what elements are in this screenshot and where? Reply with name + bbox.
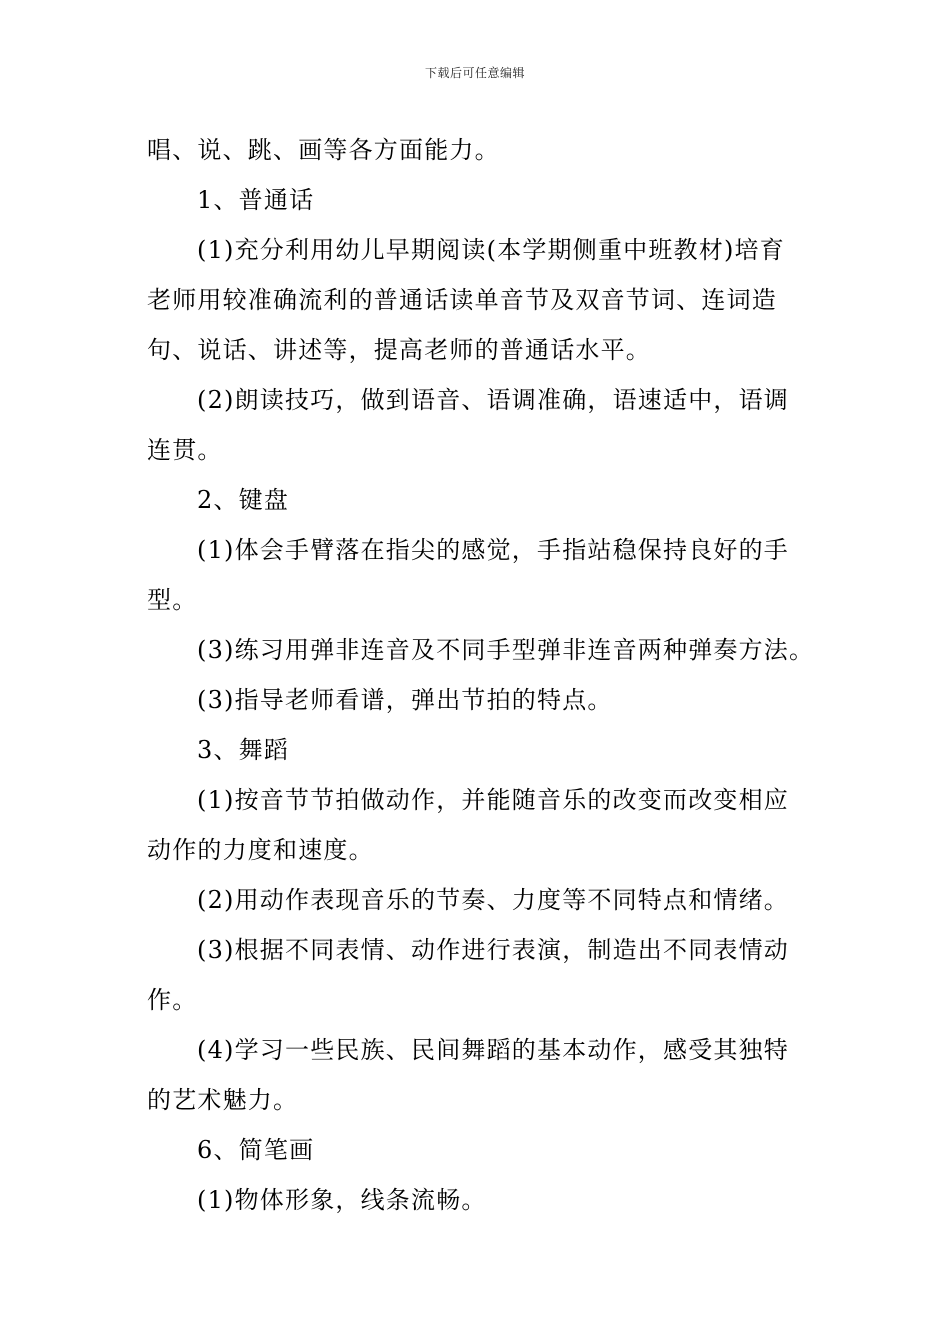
text-line: (1)按音节节拍做动作，并能随音乐的改变而改变相应 bbox=[197, 786, 789, 814]
text-line: 连贯。 bbox=[147, 436, 223, 464]
section-heading-putonghua: 1、普通话 bbox=[197, 186, 315, 214]
text-line: 型。 bbox=[147, 586, 198, 614]
text-line: 作。 bbox=[147, 986, 198, 1014]
text-line: (3)指导老师看谱，弹出节拍的特点。 bbox=[197, 686, 613, 714]
text-line: (1)物体形象，线条流畅。 bbox=[197, 1186, 487, 1214]
section-heading-dance: 3、舞蹈 bbox=[197, 736, 290, 764]
text-line: (2)用动作表现音乐的节奏、力度等不同特点和情绪。 bbox=[197, 886, 789, 914]
text-line: (3)练习用弹非连音及不同手型弹非连音两种弹奏方法。 bbox=[197, 636, 815, 664]
text-line: (1)充分利用幼儿早期阅读(本学期侧重中班教材)培育 bbox=[197, 236, 785, 264]
text-line: 的艺术魅力。 bbox=[147, 1086, 299, 1114]
text-line: (3)根据不同表情、动作进行表演，制造出不同表情动 bbox=[197, 936, 789, 964]
text-line: 老师用较准确流利的普通话读单音节及双音节词、连词造 bbox=[147, 286, 777, 314]
section-heading-keyboard: 2、键盘 bbox=[197, 486, 290, 514]
text-line: 动作的力度和速度。 bbox=[147, 836, 374, 864]
text-line: (1)体会手臂落在指尖的感觉，手指站稳保持良好的手 bbox=[197, 536, 789, 564]
text-line: (2)朗读技巧，做到语音、语调准确，语速适中，语调 bbox=[197, 386, 789, 414]
text-line: 句、说话、讲述等，提高老师的普通话水平。 bbox=[147, 336, 651, 364]
text-line: 唱、说、跳、画等各方面能力。 bbox=[147, 136, 500, 164]
text-line: (4)学习一些民族、民间舞蹈的基本动作，感受其独特 bbox=[197, 1036, 789, 1064]
page-header: 下载后可任意编辑 bbox=[424, 66, 525, 80]
section-heading-sketch: 6、简笔画 bbox=[197, 1136, 315, 1164]
